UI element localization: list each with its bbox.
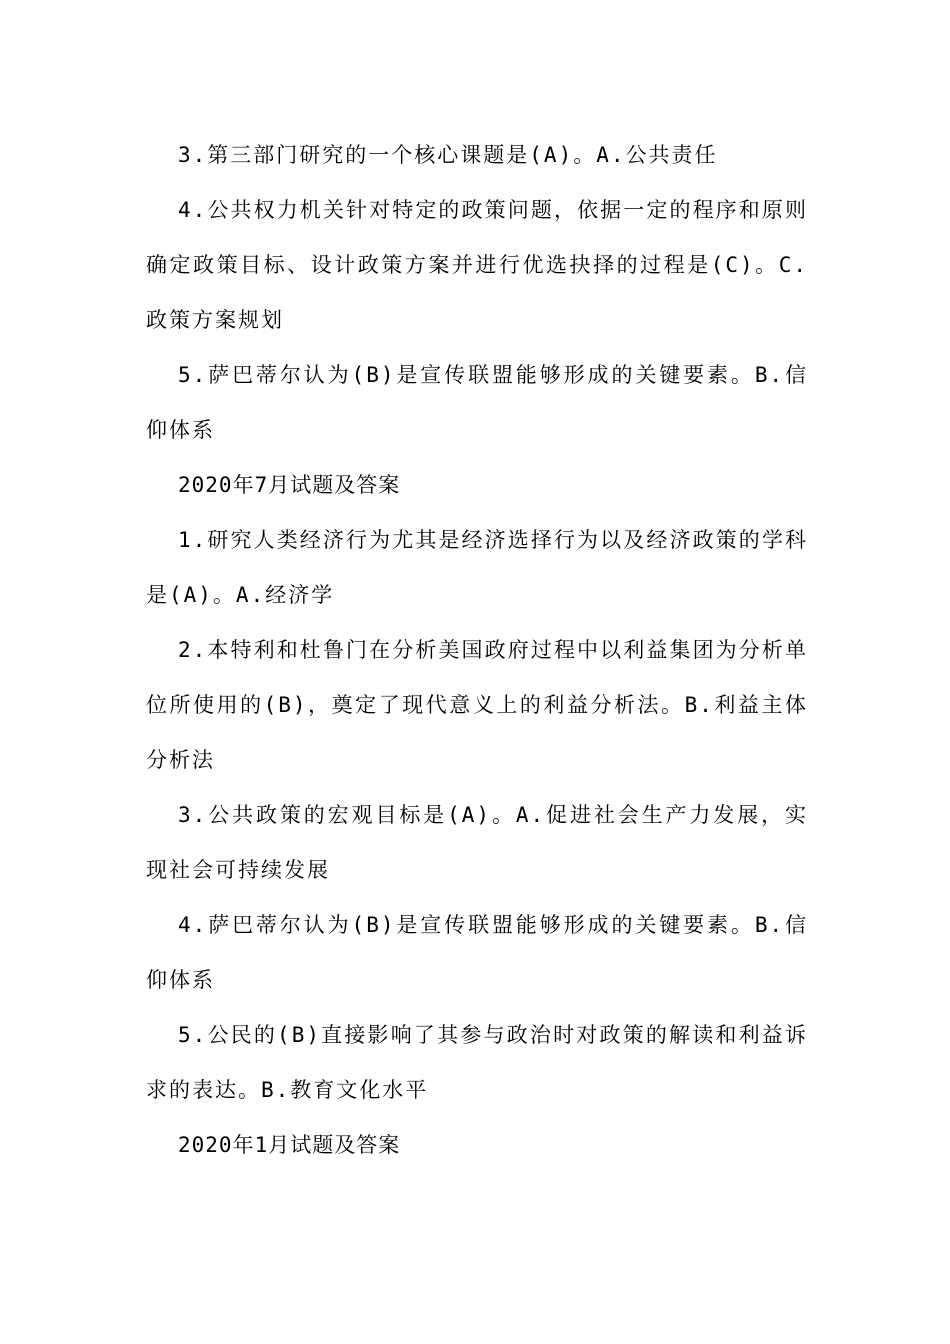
question-item: 5.萨巴蒂尔认为(B)是宣传联盟能够形成的关键要素。B.信仰体系: [146, 363, 808, 442]
question-item: 4.萨巴蒂尔认为(B)是宣传联盟能够形成的关键要素。B.信仰体系: [146, 913, 808, 992]
question-item: 5.公民的(B)直接影响了其参与政治时对政策的解读和利益诉求的表达。B.教育文化水平: [146, 1023, 808, 1102]
section-heading: 2020年1月试题及答案: [178, 1133, 401, 1157]
question-item: 1.研究人类经济行为尤其是经济选择行为以及经济政策的学科是(A)。A.经济学: [146, 528, 808, 607]
question-item: 3.第三部门研究的一个核心课题是(A)。A.公共责任: [178, 143, 718, 167]
section-heading: 2020年7月试题及答案: [178, 473, 401, 497]
document-body: [146, 128, 808, 1173]
question-item: 2.本特利和杜鲁门在分析美国政府过程中以利益集团为分析单位所使用的(B)，奠定了现代意义上的利益分析法。B.利益主体分析法: [146, 638, 808, 772]
question-item: 3.公共政策的宏观目标是(A)。A.促进社会生产力发展，实现社会可持续发展: [146, 803, 808, 882]
question-item: 4.公共权力机关针对特定的政策问题，依据一定的程序和原则确定政策目标、设计政策方案并进行优选抉择的过程是(C)。C.政策方案规划: [146, 198, 808, 332]
